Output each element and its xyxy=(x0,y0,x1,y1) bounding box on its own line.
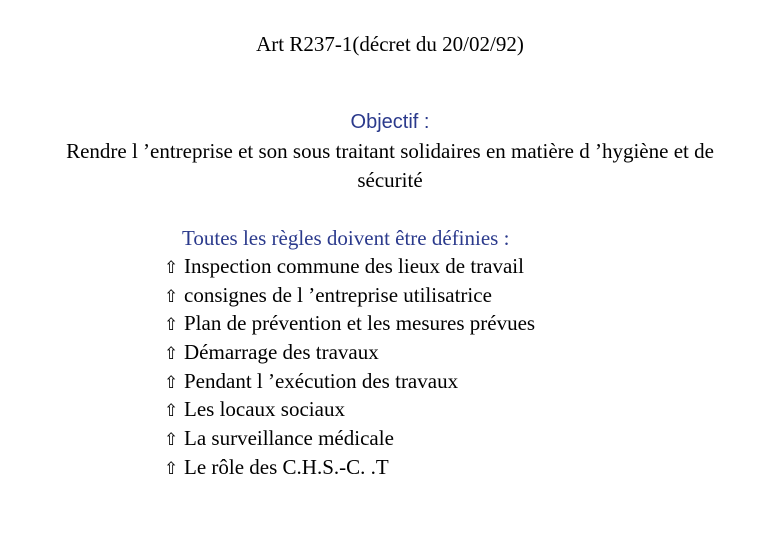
list-item xyxy=(164,453,535,482)
bullet-arrow-icon: ⇧ xyxy=(164,286,179,307)
bullet-arrow-icon: ⇧ xyxy=(164,430,179,451)
bullet-arrow-icon: ⇧ xyxy=(164,258,179,278)
list-item xyxy=(164,338,535,367)
list-item xyxy=(164,395,535,424)
list-item-text: Démarrage des travaux xyxy=(184,340,379,365)
list-item xyxy=(164,424,535,453)
list-item-text: Le rôle des C.H.S.-C. .T xyxy=(184,454,389,479)
slide-title: Art R237-1(décret du 20/02/92) xyxy=(256,32,524,56)
rules-list xyxy=(164,252,535,482)
bullet-arrow-icon: ⇧ xyxy=(164,401,179,422)
list-item xyxy=(164,309,535,338)
bullet-arrow-icon: ⇧ xyxy=(164,344,179,365)
list-item-text: Inspection commune des lieux de travail xyxy=(184,254,524,278)
list-item xyxy=(164,281,535,310)
bullet-arrow-icon: ⇧ xyxy=(164,372,179,393)
rules-heading: Toutes les règles doivent être définies : xyxy=(182,226,510,250)
bullet-arrow-icon: ⇧ xyxy=(164,458,179,479)
bullet-arrow-icon: ⇧ xyxy=(164,315,179,336)
objective-heading: Objectif : xyxy=(350,111,430,133)
list-item xyxy=(164,367,535,396)
list-item-text: Plan de prévention et les mesures prévues xyxy=(184,311,536,336)
objective-text: Rendre l ’entreprise et son sous traitant solidaires en matière d ’hygiène et de sécurité xyxy=(66,139,714,192)
list-item-text: Les locaux sociaux xyxy=(184,397,345,422)
list-item xyxy=(164,252,535,281)
list-item-text: consignes de l ’entreprise utilisatrice xyxy=(184,282,492,307)
list-item-text: La surveillance médicale xyxy=(184,426,394,451)
list-item-text: Pendant l ’exécution des travaux xyxy=(184,368,459,393)
